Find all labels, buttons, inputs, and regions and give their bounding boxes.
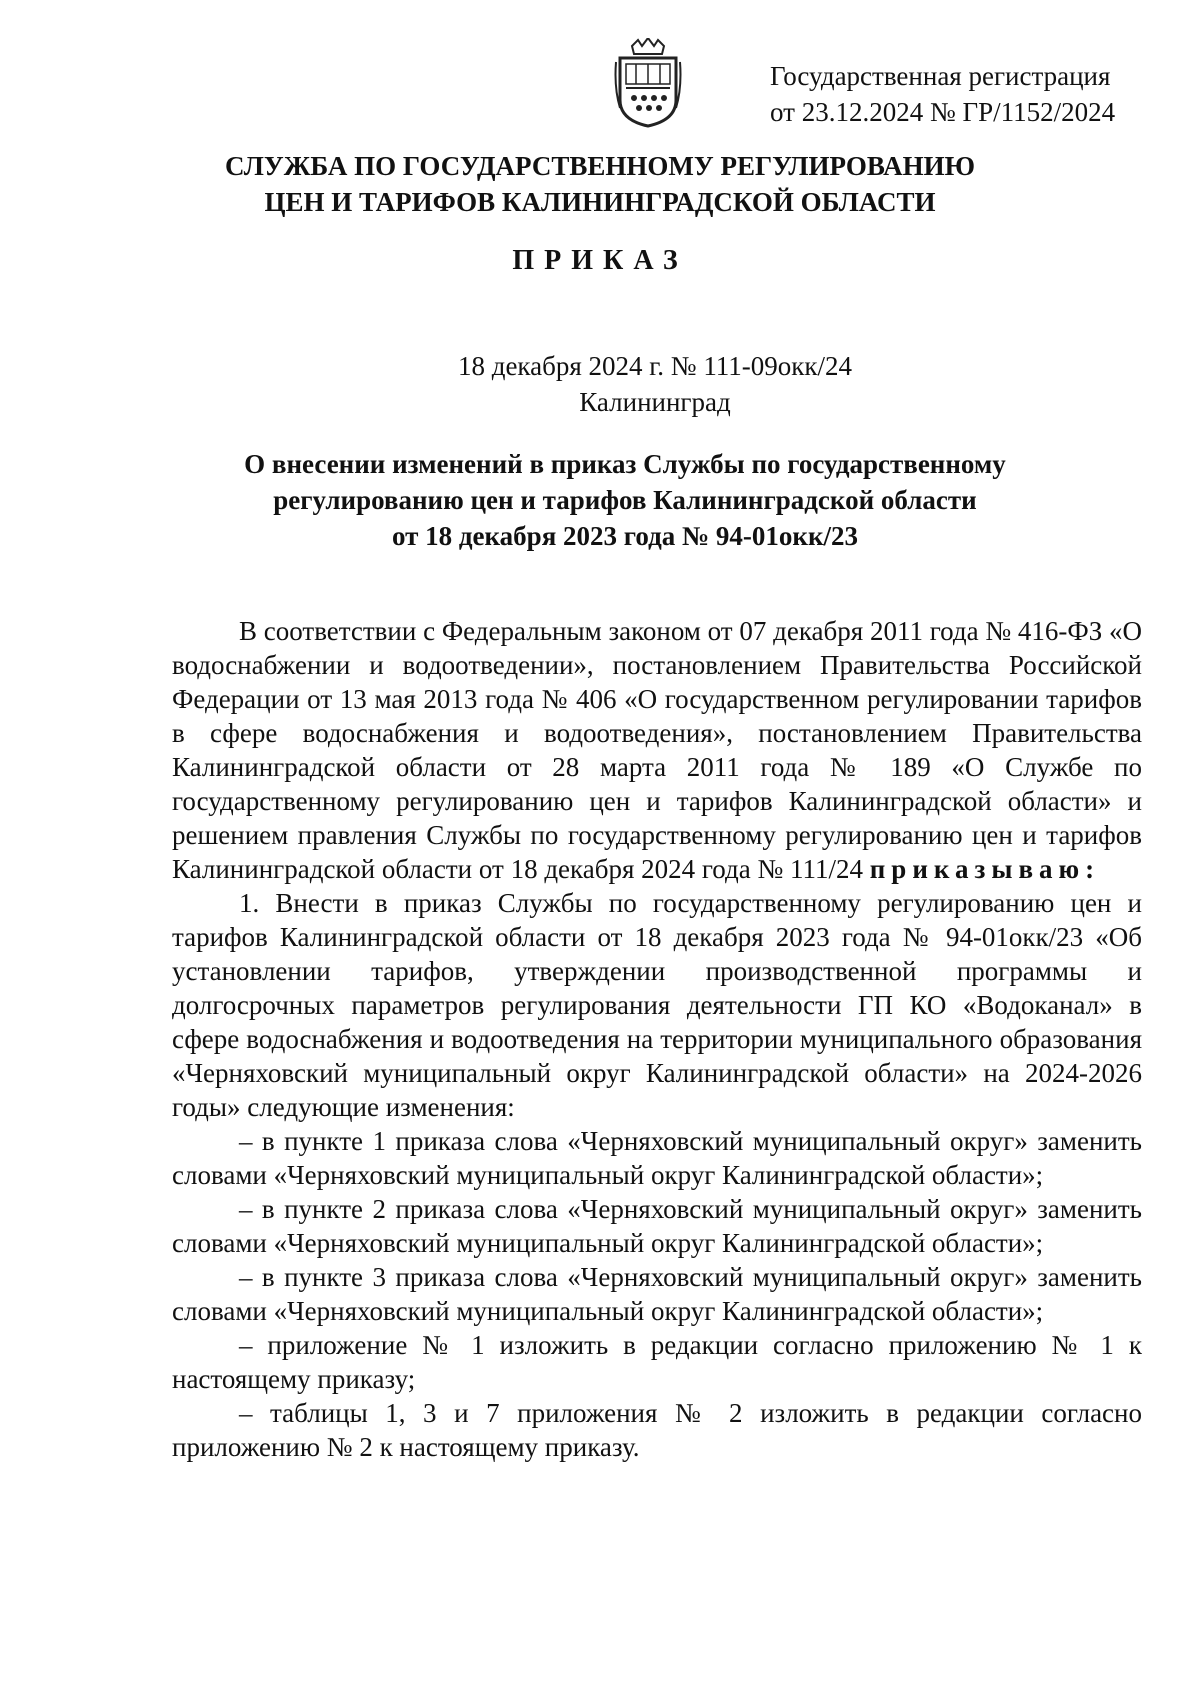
bullet-item-3: – в пункте 3 приказа слова «Черняховский муниципальный округ» заменить словами «Черняховский муниципальный округ Калининградской области»; [172,1262,1142,1326]
document-type-title: ПРИКАЗ [512,245,688,276]
item-1-paragraph: 1. Внести в приказ Службы по государственному регулированию цен и тарифов Калининградской области от 18 декабря 2023 года № 94-01окк/23 «Об установлении тарифов, утверждении производственной программы и долгосрочных параметров регулирования деятельности ГП КО «Водоканал» в сфере водоснабжения и водоотведения на территории муниципального образования «Черняховский муниципальный округ Калининградской области» на 2024-2026 годы» следующие изменения: [172,888,1142,1122]
preamble-text: В соответствии с Федеральным законом от 07 декабря 2011 года № 416-ФЗ «О водоснабжении и водоотведении», постановлением Правительства Российской Федерации от 13 мая 2013 года № 406 «О государственном регулировании тарифов в сфере водоснабжения и водоотведения», постановлением Правительства Калининградской области от 28 марта 2011 года № 189 «О Службе по государственному регулированию цен и тарифов Калининградской области» и решением правления Службы по государственному регулированию цен и тарифов Калининградской области от 18 декабря 2024 года № 111/24 [172,616,1142,884]
order-subject [200,446,1050,554]
order-city: Калининград [579,387,731,417]
bullet-item-1: – в пункте 1 приказа слова «Черняховский муниципальный округ» заменить словами «Черняховский муниципальный округ Калининградской области»; [172,1126,1142,1190]
subject-line-1: О внесении изменений в приказ Службы по государственному [244,449,1006,479]
preamble-paragraph [172,614,1142,886]
state-registration-stamp [770,58,1150,130]
registration-line-2: от 23.12.2024 № ГР/1152/2024 [770,97,1116,127]
subject-line-3: от 18 декабря 2023 года № 94-01окк/23 [391,521,859,551]
agency-name-line-2: ЦЕН И ТАРИФОВ КАЛИНИНГРАДСКОЙ ОБЛАСТИ [264,187,936,217]
order-body [172,614,1142,1464]
agency-name-line-1: СЛУЖБА ПО ГОСУДАРСТВЕННОМУ РЕГУЛИРОВАНИЮ [224,151,976,181]
bullet-item-2: – в пункте 2 приказа слова «Черняховский муниципальный округ» заменить словами «Черняховский муниципальный округ Калининградской области»; [172,1194,1142,1258]
bullet-item-5: – таблицы 1, 3 и 7 приложения № 2 изложить в редакции согласно приложению № 2 к настоящему приказу. [172,1398,1142,1462]
order-date-number: 18 декабря 2024 г. № 111-09окк/24 [457,351,853,381]
kaliningrad-coat-of-arms-icon [612,38,684,128]
subject-line-2: регулированию цен и тарифов Калининградской области [273,485,977,515]
registration-line-1: Государственная регистрация [770,61,1111,91]
agency-name [100,148,1100,220]
bullet-item-4: – приложение № 1 изложить в редакции согласно приложению № 1 к настоящему приказу; [172,1330,1142,1394]
order-word: приказываю: [869,854,1101,884]
